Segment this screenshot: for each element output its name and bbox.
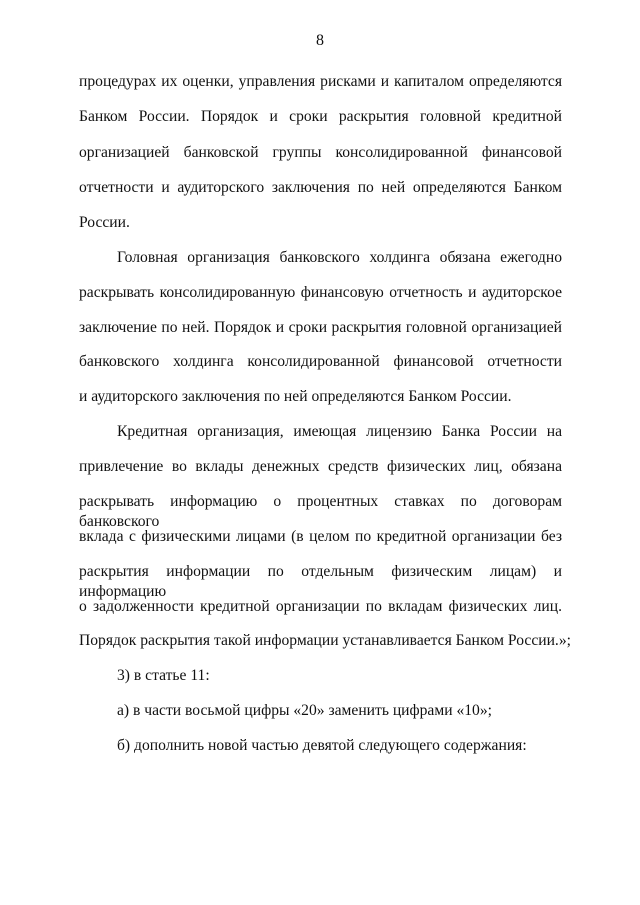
text-line: отчетности и аудиторского заключения по ней определяются Банком [79,179,562,196]
text-line: банковского холдинга консолидированной финансовой отчетности [79,353,562,370]
page-number: 8 [316,32,324,49]
text-line: раскрывать консолидированную финансовую отчетность и аудиторское [79,284,562,301]
list-item: 3) в статье 11: [117,667,210,684]
paragraph-first-line: Головная организация банковского холдинга обязана ежегодно [117,249,562,266]
text-line: и аудиторского заключения по ней определяются Банком России. [79,388,512,405]
list-item: а) в части восьмой цифры «20» заменить цифрами «10»; [117,702,492,719]
text-line: привлечение во вклады денежных средств физических лиц, обязана [79,458,562,475]
text-line: заключение по ней. Порядок и сроки раскрытия головной организацией [79,319,562,336]
text-line: России. [79,214,130,231]
text-line: Порядок раскрытия такой информации устанавливается Банком России.»; [79,632,571,649]
text-line: о задолженности кредитной организации по вкладам физических лиц. [79,598,562,615]
paragraph-first-line: Кредитная организация, имеющая лицензию Банка России на [117,423,562,440]
text-line: процедурах их оценки, управления рисками и капиталом определяются [79,73,562,90]
text-line: раскрывать информацию о процентных ставках по договорам банковского [79,493,562,530]
text-line: раскрытия информации по отдельным физическим лицам) и информацию [79,563,562,600]
list-item: б) дополнить новой частью девятой следующего содержания: [117,737,527,754]
text-line: организацией банковской группы консолидированной финансовой [79,144,562,161]
text-line: вклада с физическими лицами (в целом по кредитной организации без [79,528,562,545]
text-line: Банком России. Порядок и сроки раскрытия головной кредитной [79,108,562,125]
